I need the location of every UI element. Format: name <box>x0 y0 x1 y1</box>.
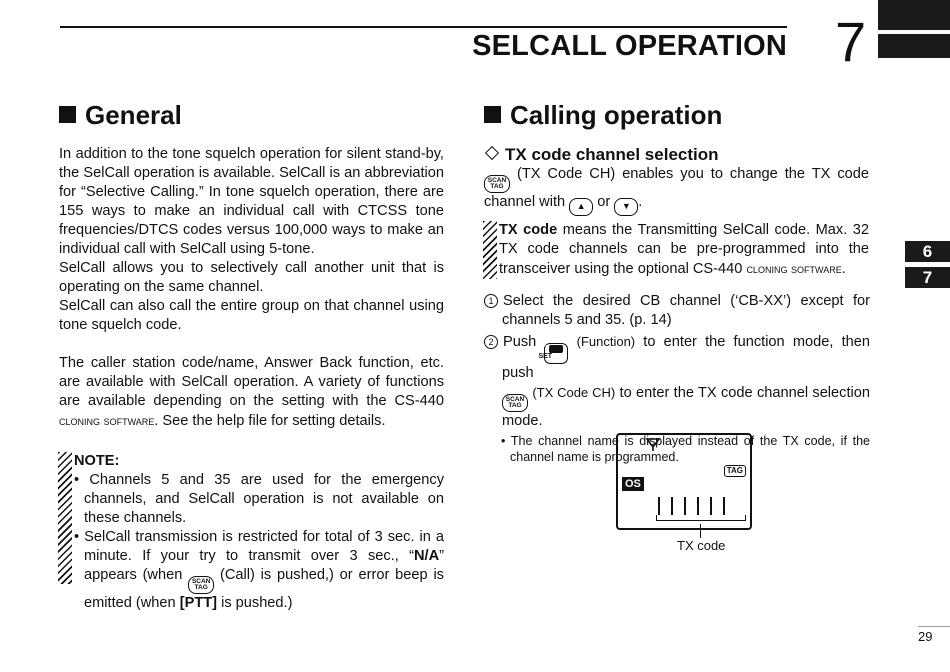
note-title: NOTE: <box>74 453 120 469</box>
general-heading: General <box>59 100 182 130</box>
down-arrow-key-icon: ▼ <box>614 198 638 216</box>
scan-tag-key-icon: SCAN TAG <box>484 175 510 193</box>
chapter-number: 7 <box>835 10 867 73</box>
step-2: 2 Push F SET (Function) to enter the function mode, then push SCAN TAG (TX Code CH) to enter the TX code channel selection mode. <box>484 332 870 431</box>
footer-rule <box>918 626 950 627</box>
step-number-2: 2 <box>484 335 498 349</box>
chapter-bar-top <box>878 0 950 30</box>
side-tab-7: 7 <box>905 267 950 288</box>
os-indicator: OS <box>622 477 644 491</box>
general-paragraph-1: In addition to the tone squelch operation for silent stand-by, the SelCall operation is available. SelCall is an abbreviation for “Selective Calling.” In tone squelch operation, there are 155 ways to make an individual call with CTCSS tone frequencies/DTCS codes versus 100,000 ways to make an individual call with SelCall using 5-tone. <box>59 146 444 257</box>
page-title: SELCALL OPERATION <box>472 30 787 62</box>
caption-leader-line <box>700 524 701 538</box>
lcd-display <box>616 433 752 530</box>
diamond-bullet-icon <box>485 146 499 160</box>
tx-code-subheading: TX code channel selection <box>484 145 719 165</box>
general-paragraph-4: The caller station code/name, Answer Back function, etc. are available with SelCall operation. A variety of functions are available depending on the setting with the CS-440 cloning software. See the help file for setting details. <box>59 355 444 429</box>
square-bullet-icon <box>59 106 76 123</box>
tx-code-description: TX code means the Transmitting SelCall code. Max. 32 TX code channels can be pre-programmed into the transceiver using the optional CS-440 cloning software. <box>483 221 869 279</box>
general-paragraph-2: SelCall allows you to selectively call another unit that is operating on the same channel. <box>59 260 444 295</box>
tag-indicator: TAG <box>724 465 746 477</box>
step-2-bullet: • The channel name is displayed instead of the TX code, if the channel name is programmed. <box>501 434 871 464</box>
general-body <box>59 145 444 431</box>
note-bullet-1: • Channels 5 and 35 are used for the emergency channels, and SelCall operation is not available on these channels. <box>74 472 445 526</box>
side-tab-6: 6 <box>905 241 950 262</box>
step-number-1: 1 <box>484 294 498 308</box>
antenna-icon <box>646 437 660 451</box>
description-hatch-bar <box>483 221 497 279</box>
scan-tag-key-icon: SCAN TAG <box>188 576 214 594</box>
calling-heading: Calling operation <box>484 100 722 130</box>
page-number: 29 <box>918 629 933 644</box>
step-1: 1 Select the desired CB channel (‘CB-XX’) except for channels 5 and 35. (p. 14) <box>484 292 870 330</box>
note-bullet-2: • SelCall transmission is restricted for total of 3 sec. in a minute. If your try to transmit over 3 sec., “N/A” appears (when SCAN TAG (Call) is pushed,) or error beep is emitted (when [PTT] is pushed.) <box>74 529 444 611</box>
note-box <box>58 452 444 613</box>
calling-intro: SCAN TAG (TX Code CH) enables you to change the TX code channel with ▲ or ▼ . <box>484 165 869 216</box>
note-hatch-bar <box>58 452 72 584</box>
square-bullet-icon <box>484 106 501 123</box>
segment-digits <box>658 497 725 515</box>
general-paragraph-3: SelCall can also call the entire group on that channel using tone squelch code. <box>59 298 444 333</box>
lcd-caption: TX code <box>677 538 726 553</box>
digit-bracket <box>656 515 746 521</box>
chapter-bar-bottom <box>878 34 950 58</box>
function-key-icon: F SET <box>544 343 568 364</box>
up-arrow-key-icon: ▲ <box>569 198 593 216</box>
scan-tag-key-icon: SCAN TAG <box>502 394 528 412</box>
header-rule <box>60 26 787 28</box>
